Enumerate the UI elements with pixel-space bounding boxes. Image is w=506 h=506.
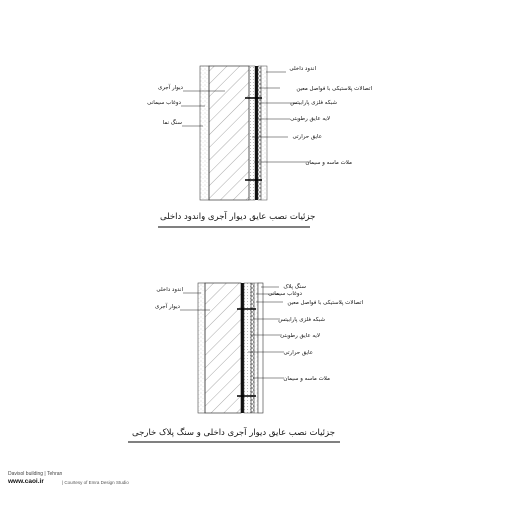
detail-2-right-labels [268,283,363,382]
detail-1-right-labels [289,66,372,166]
label-interior-plaster: اندود داخلی [156,287,183,293]
project-label: Davisol building | Tehran [8,471,63,477]
credit-text: | Courtesy of Emra Design Studio [62,480,129,485]
detail-1-section [147,66,372,227]
label-stone-plate: سنگ پلاک [283,284,306,290]
detail-2-section [128,283,363,442]
detail-2-caption: جزئیات نصب عایق دیوار آجری داخلی و سنگ پلاک خارجی [132,428,335,438]
brick-wall-layer [209,66,249,200]
label-thermal-insulation: عایق حرارتی [283,350,313,356]
site-url[interactable]: www.caoi.ir [8,478,44,485]
label-mortar: ملات ماسه و سیمان [305,160,352,166]
label-metal-mesh: شبکه فلزی پارابیتس [278,317,325,323]
label-plastic-connectors: اتصالات پلاستیکی با فواصل معین [287,300,363,306]
label-metal-mesh: شبکه فلزی پارابیتس [290,100,337,106]
stone-plate-layer [258,283,263,413]
detail-1-left-labels [147,84,183,126]
label-cement-grout: دوغاب سیمانی [147,100,181,106]
stone-facing-layer [200,66,209,200]
label-waterproof-layer: لایه عایق رطوبتی [280,333,320,339]
label-cement-grout: دوغاب سیمانی [268,291,302,297]
interior-plaster-layer [198,283,205,413]
label-brick-wall: دیوار آجری [157,85,183,91]
detail-2-left-labels [155,287,183,310]
detail-1-caption: جزئیات نصب عایق دیوار آجری واندود داخلی [160,212,316,222]
label-thermal-insulation: عایق حرارتی [292,134,322,140]
label-plastic-connectors: اتصالات پلاستیکی با فواصل معین [296,86,372,92]
cement-grout-layer [254,283,258,413]
label-waterproof-layer: لایه عایق رطوبتی [290,116,330,122]
metal-mesh-layer [251,283,254,413]
label-interior-plaster: اندود داخلی [289,66,316,72]
label-brick-wall: دیوار آجری [154,304,180,310]
waterproof-layer [241,283,244,413]
label-stone-facing: سنگ نما [162,120,182,126]
label-mortar: ملات ماسه و سیمان [283,376,330,382]
thermal-insulation-layer [244,283,251,413]
brick-wall-layer [205,283,241,413]
